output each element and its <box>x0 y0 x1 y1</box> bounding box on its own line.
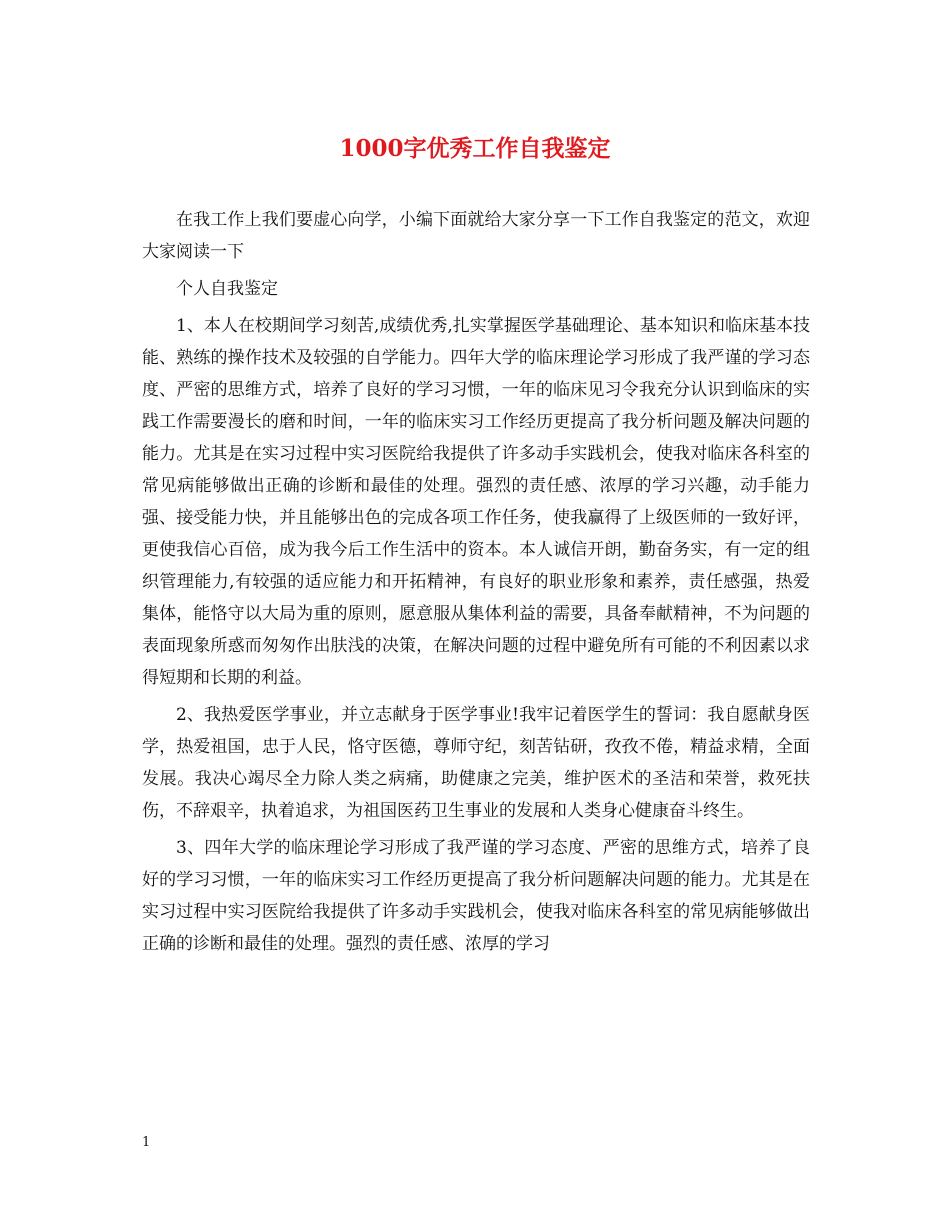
page-number: 1 <box>142 1135 151 1150</box>
paragraph-1: 1、本人在校期间学习刻苦,成绩优秀,扎实掌握医学基础理论、基本知识和临床基本技能、熟练的操作技术及较强的自学能力。四年大学的临床理论学习形成了我严谨的学习态度、严密的思维方式，培养了良好的学习习惯，一年的临床见习令我充分认识到临床的实践工作需要漫长的磨和时间，一年的临床实习工作经历更提高了我分析问题及解决问题的能力。尤其是在实习过程中实习医院给我提供了许多动手实践机会，使我对临床各科室的常见病能够做出正确的诊断和最佳的处理。强烈的责任感、浓厚的学习兴趣，动手能力强、接受能力快，并且能够出色的完成各项工作任务，使我赢得了上级医师的一致好评，更使我信心百倍，成为我今后工作生活中的资本。本人诚信开朗，勤奋务实，有一定的组织管理能力,有较强的适应能力和开拓精神，有良好的职业形象和素养，责任感强，热爱集体，能恪守以大局为重的原则，愿意服从集体利益的需要，具备奉献精神，不为问题的表面现象所惑而匆匆作出肤浅的决策，在解决问题的过程中避免所有可能的不利因素以求得短期和长期的利益。 <box>142 316 810 688</box>
paragraph-2: 2、我热爱医学事业，并立志献身于医学事业!我牢记着医学生的誓词：我自愿献身医学，热爱祖国，忠于人民，恪守医德，尊师守纪，刻苦钻研，孜孜不倦，精益求精，全面发展。我决心竭尽全力除人类之病痛，助健康之完美，维护医术的圣洁和荣誉，救死扶伤，不辞艰辛，执着追求，为祖国医药卫生事业的发展和人类身心健康奋斗终生。 <box>142 705 810 821</box>
intro-paragraph: 在我工作上我们要虚心向学，小编下面就给大家分享一下工作自我鉴定的范文，欢迎大家阅读一下 <box>142 210 810 262</box>
document-title: 1000字优秀工作自我鉴定 <box>339 135 611 162</box>
section-heading: 个人自我鉴定 <box>176 279 278 299</box>
paragraph-3: 3、四年大学的临床理论学习形成了我严谨的学习态度、严密的思维方式，培养了良好的学习习惯，一年的临床实习工作经历更提高了我分析问题解决问题的能力。尤其是在实习过程中实习医院给我提供了许多动手实践机会，使我对临床各科室的常见病能够做出正确的诊断和最佳的处理。强烈的责任感、浓厚的学习 <box>142 838 810 954</box>
document-body <box>142 204 810 965</box>
